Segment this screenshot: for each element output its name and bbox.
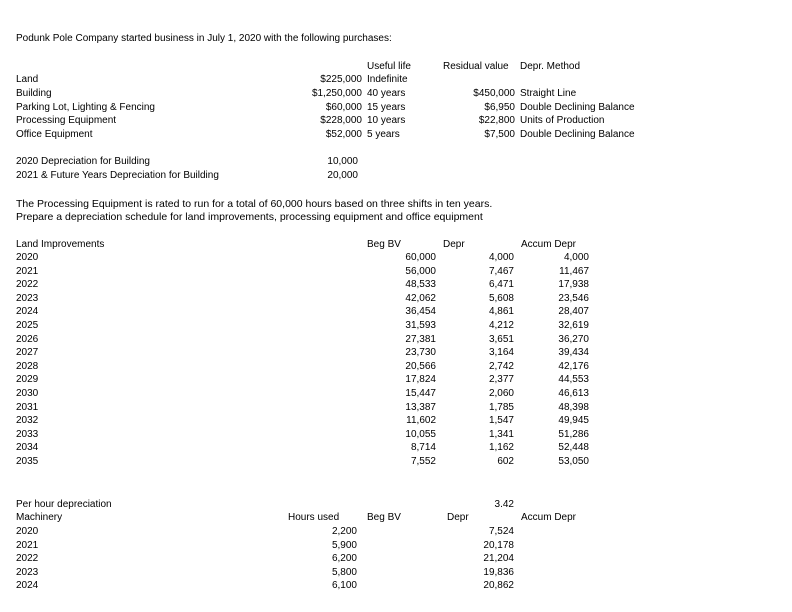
asset-cost: $52,000 <box>325 129 362 140</box>
depr-cell: 1,341 <box>488 428 514 440</box>
header-useful-life: Useful life <box>367 61 411 72</box>
building-depr-label: 2021 & Future Years Depreciation for Building <box>16 170 219 181</box>
beg-bv-cell: 23,730 <box>405 347 436 359</box>
beg-bv-cell: 7,552 <box>410 456 436 467</box>
asset-name: Parking Lot, Lighting & Fencing <box>16 102 155 113</box>
asset-method: Double Declining Balance <box>520 102 635 113</box>
accum-depr-cell: 44,553 <box>558 374 589 386</box>
beg-bv-cell: 42,062 <box>405 292 436 304</box>
depr-cell: 19,836 <box>483 566 514 578</box>
depr-cell: 1,785 <box>488 401 514 413</box>
year-cell: 2034 <box>16 442 39 454</box>
depr-cell: 4,861 <box>488 306 514 318</box>
year-cell: 2035 <box>16 456 39 467</box>
year-cell: 2024 <box>16 580 39 592</box>
hours-cell: 6,100 <box>331 580 357 592</box>
header-residual-value: Residual value <box>443 61 509 72</box>
intro-text: Podunk Pole Company started business in July 1, 2020 with the following purchases: <box>16 33 392 44</box>
depr-cell: 21,204 <box>483 553 514 565</box>
per-hour-depr-label: Per hour depreciation <box>16 499 112 510</box>
beg-bv-cell: 20,566 <box>405 360 436 372</box>
year-cell: 2032 <box>16 415 39 427</box>
accum-depr-cell: 28,407 <box>558 306 589 318</box>
beg-bv-cell: 15,447 <box>405 388 436 399</box>
header-depr-method: Depr. Method <box>520 61 581 72</box>
year-cell: 2033 <box>16 428 39 440</box>
machinery-title: Machinery <box>16 512 63 523</box>
header-accum-depr: Accum Depr <box>521 512 577 523</box>
beg-bv-cell: 13,387 <box>405 401 436 413</box>
depr-cell: 1,162 <box>488 442 514 454</box>
beg-bv-cell: 10,055 <box>405 428 436 440</box>
asset-life: 40 years <box>367 88 406 99</box>
year-cell: 2026 <box>16 333 39 345</box>
year-cell: 2023 <box>16 566 39 578</box>
depr-cell: 20,178 <box>483 539 514 551</box>
asset-life: 5 years <box>367 129 400 140</box>
year-cell: 2022 <box>16 553 39 565</box>
accum-depr-cell: 39,434 <box>558 347 589 359</box>
accum-depr-cell: 17,938 <box>558 279 589 291</box>
note-line: The Processing Equipment is rated to run for a total of 60,000 hours based on three shifts in ten years. <box>16 198 493 210</box>
depr-cell: 3,651 <box>488 333 514 345</box>
depr-cell: 7,467 <box>488 265 514 277</box>
beg-bv-cell: 11,602 <box>406 415 436 427</box>
accum-depr-cell: 46,613 <box>558 388 589 399</box>
year-cell: 2030 <box>16 388 39 399</box>
hours-cell: 6,200 <box>331 553 357 565</box>
header-beg-bv: Beg BV <box>367 512 401 523</box>
year-cell: 2028 <box>16 360 39 372</box>
beg-bv-cell: 56,000 <box>405 265 436 277</box>
beg-bv-cell: 27,381 <box>405 333 436 345</box>
accum-depr-cell: 42,176 <box>558 360 589 372</box>
accum-depr-cell: 48,398 <box>558 401 589 413</box>
beg-bv-cell: 31,593 <box>405 320 436 331</box>
building-depr-value: 20,000 <box>327 170 358 181</box>
year-cell: 2023 <box>16 292 39 304</box>
hours-cell: 5,900 <box>331 539 357 551</box>
year-cell: 2029 <box>16 374 39 386</box>
header-depr: Depr <box>443 239 465 250</box>
year-cell: 2031 <box>16 401 39 413</box>
asset-life: 15 years <box>367 102 406 113</box>
accum-depr-cell: 32,619 <box>558 320 589 331</box>
hours-cell: 5,800 <box>331 566 357 578</box>
depr-cell: 20,862 <box>483 580 514 592</box>
accum-depr-cell: 11,467 <box>559 265 589 277</box>
beg-bv-cell: 36,454 <box>405 306 436 318</box>
depr-cell: 4,212 <box>488 320 514 331</box>
asset-residual: $6,950 <box>484 102 515 113</box>
building-depr-label: 2020 Depreciation for Building <box>16 156 150 167</box>
year-cell: 2025 <box>16 320 39 331</box>
beg-bv-cell: 60,000 <box>405 252 436 263</box>
accum-depr-cell: 53,050 <box>558 456 589 467</box>
building-depr-value: 10,000 <box>327 156 358 167</box>
year-cell: 2022 <box>16 279 39 291</box>
accum-depr-cell: 52,448 <box>558 442 589 454</box>
land-improvements-title: Land Improvements <box>16 239 105 250</box>
asset-method: Double Declining Balance <box>520 129 635 140</box>
accum-depr-cell: 4,000 <box>563 252 589 263</box>
asset-residual: $22,800 <box>478 115 515 126</box>
asset-life: Indefinite <box>367 74 408 85</box>
per-hour-depr-value: 3.42 <box>494 499 514 510</box>
header-beg-bv: Beg BV <box>367 239 401 250</box>
asset-cost: $60,000 <box>325 102 362 113</box>
depr-cell: 6,471 <box>488 279 514 291</box>
asset-cost: $225,000 <box>320 74 362 85</box>
accum-depr-cell: 36,270 <box>558 333 589 345</box>
year-cell: 2020 <box>16 252 39 263</box>
asset-name: Land <box>16 74 39 85</box>
asset-residual: $7,500 <box>484 129 515 140</box>
depr-cell: 602 <box>497 456 514 467</box>
year-cell: 2024 <box>16 306 39 318</box>
beg-bv-cell: 8,714 <box>410 442 436 454</box>
depr-cell: 7,524 <box>488 526 514 537</box>
asset-cost: $1,250,000 <box>311 88 362 99</box>
year-cell: 2020 <box>16 526 39 537</box>
depr-cell: 3,164 <box>488 347 514 359</box>
header-hours-used: Hours used <box>288 512 340 523</box>
header-accum-depr: Accum Depr <box>521 239 577 250</box>
asset-name: Office Equipment <box>16 129 93 140</box>
asset-cost: $228,000 <box>320 115 362 126</box>
beg-bv-cell: 48,533 <box>405 279 436 291</box>
accum-depr-cell: 49,945 <box>558 415 589 427</box>
asset-method: Units of Production <box>520 115 605 126</box>
year-cell: 2027 <box>16 347 39 359</box>
asset-name: Processing Equipment <box>16 115 117 126</box>
note-line: Prepare a depreciation schedule for land improvements, processing equipment and office equipment <box>16 211 483 223</box>
hours-cell: 2,200 <box>331 526 357 537</box>
asset-method: Straight Line <box>520 88 577 99</box>
depr-cell: 1,547 <box>488 415 514 427</box>
year-cell: 2021 <box>16 539 39 551</box>
depr-cell: 5,608 <box>488 292 514 304</box>
depr-cell: 2,742 <box>488 360 514 372</box>
asset-name: Building <box>16 88 52 99</box>
depr-cell: 2,060 <box>488 388 514 399</box>
accum-depr-cell: 23,546 <box>558 292 589 304</box>
asset-life: 10 years <box>367 115 406 126</box>
depr-cell: 4,000 <box>488 252 514 263</box>
beg-bv-cell: 17,824 <box>405 374 436 386</box>
accum-depr-cell: 51,286 <box>558 428 589 440</box>
year-cell: 2021 <box>16 265 39 277</box>
header-depr: Depr <box>447 512 469 523</box>
asset-residual: $450,000 <box>473 88 515 99</box>
depr-cell: 2,377 <box>488 374 514 386</box>
